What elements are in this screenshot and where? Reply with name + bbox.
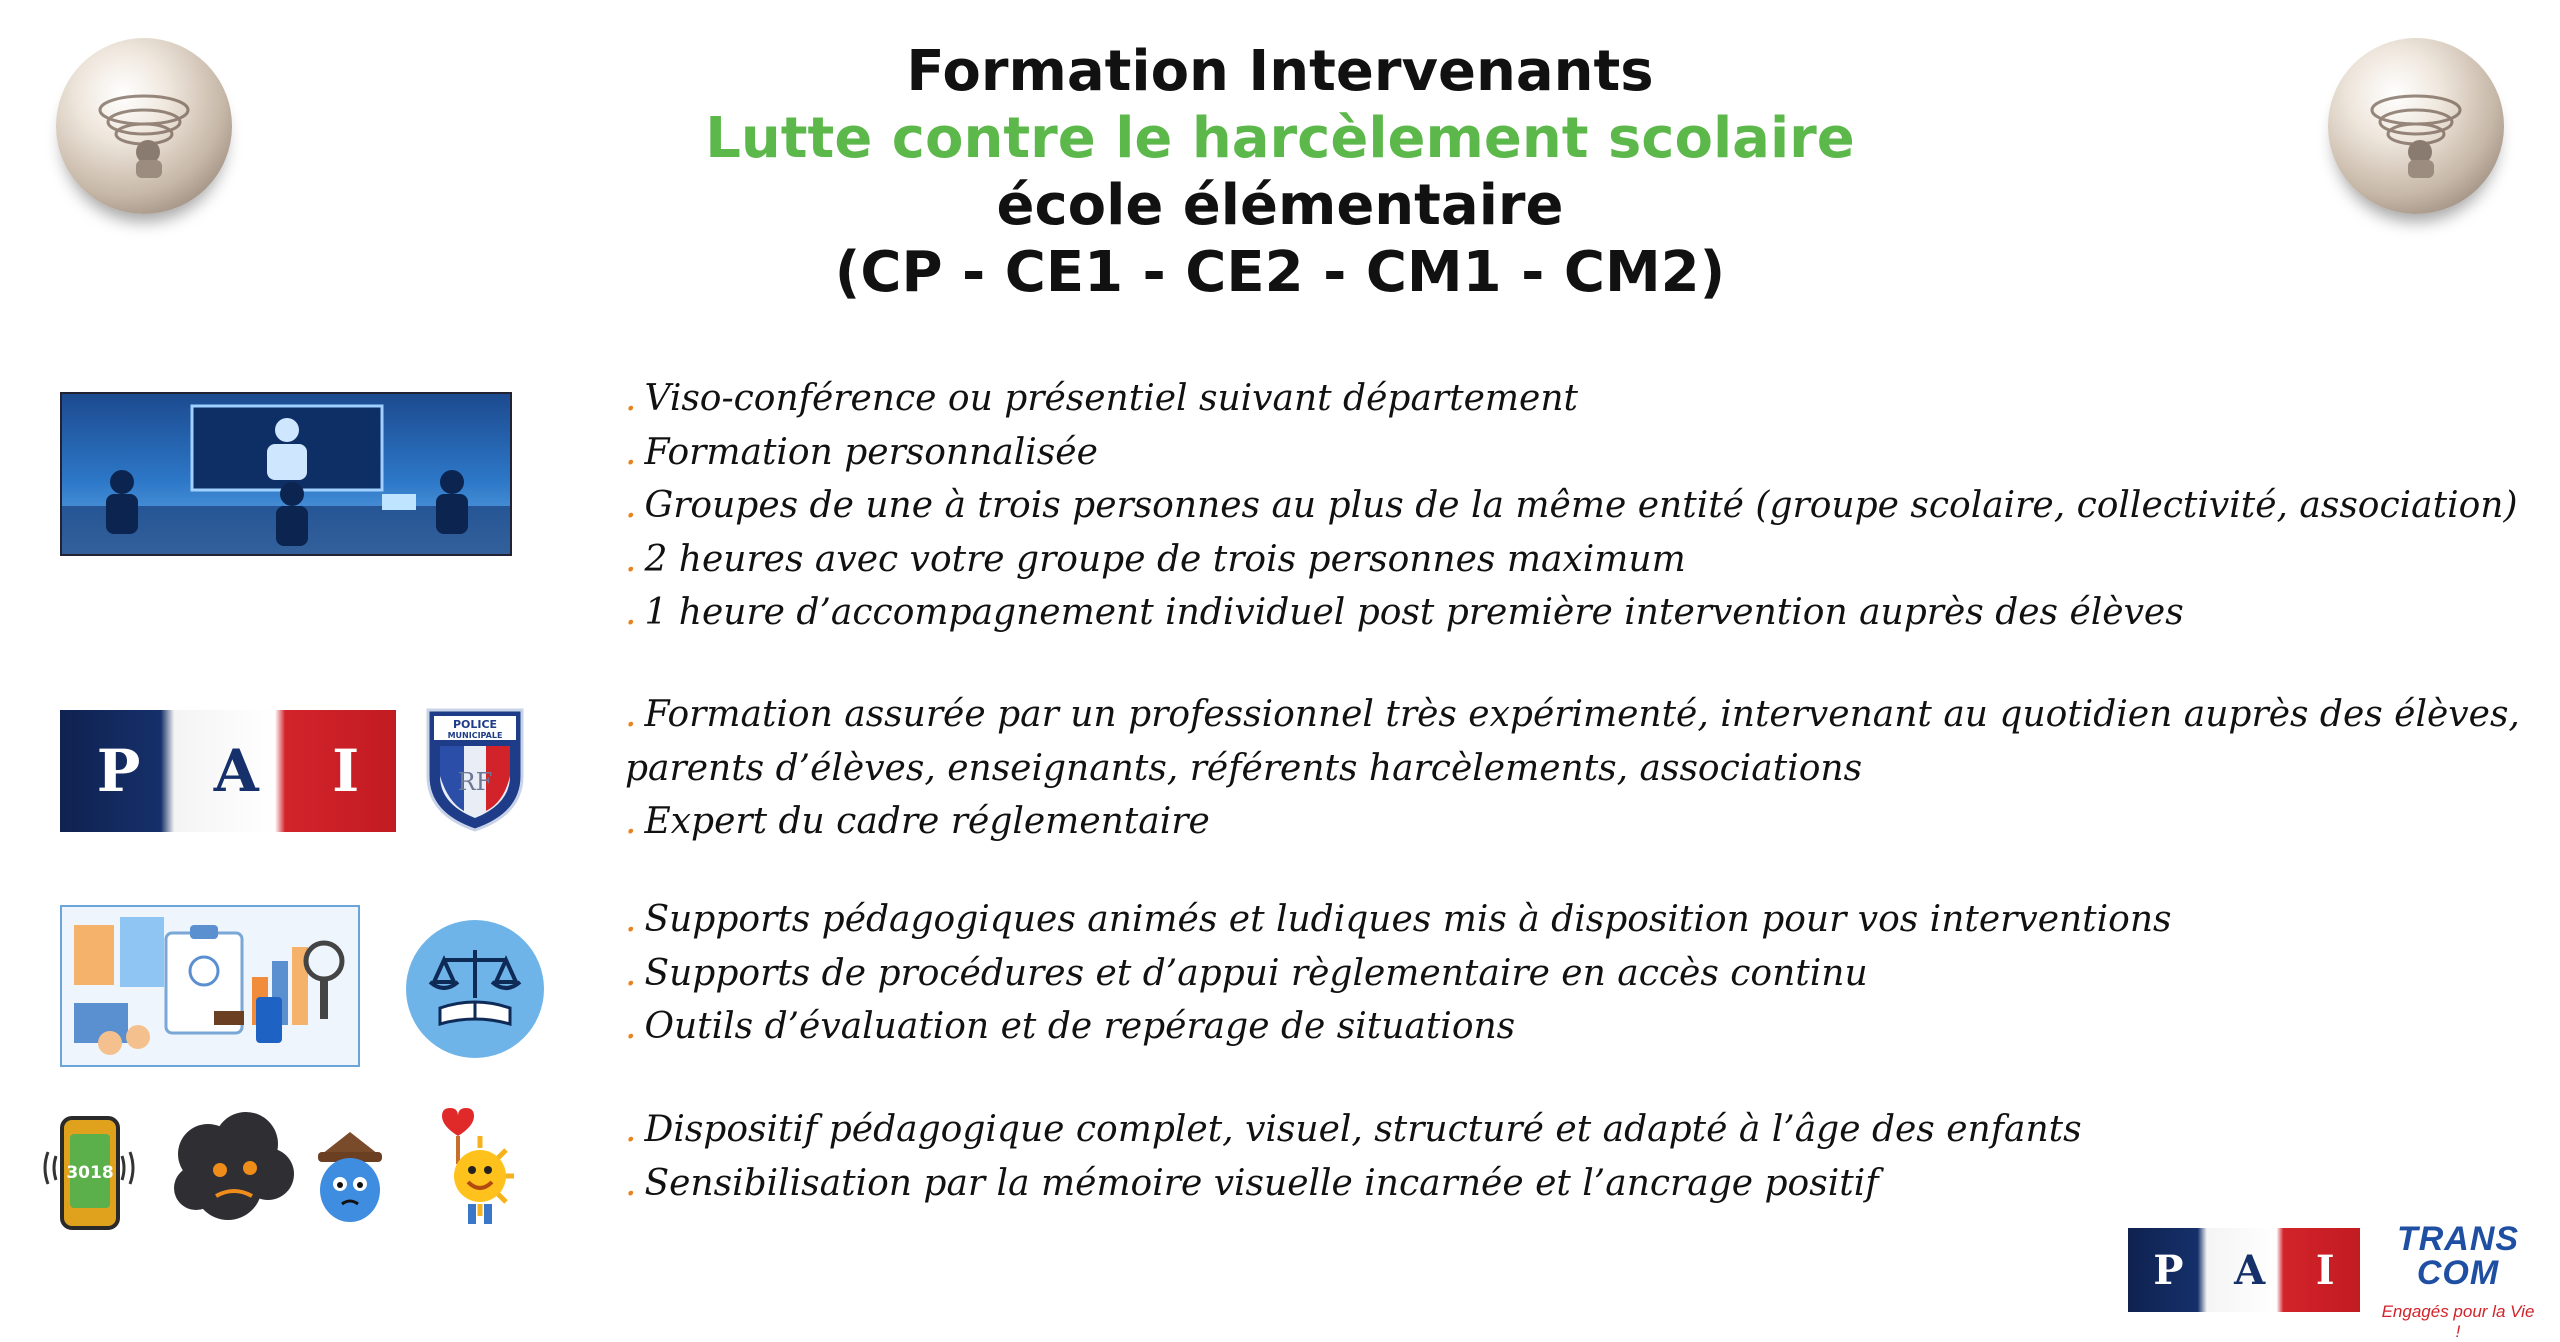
police-mark-text: RF (457, 768, 493, 796)
bullet-marker: . (625, 801, 637, 842)
pai-letter: I (332, 737, 360, 805)
phone-number-text: 3018 (66, 1163, 114, 1183)
police-sub-text: MUNICIPALE (447, 731, 503, 740)
list-item (625, 372, 2525, 426)
bullet-marker: . (625, 694, 637, 735)
transcom-tagline: Engagés pour la Vie ! (2381, 1302, 2535, 1341)
list-item-text: 1 heure d’accompagnement individuel post première intervention auprès des élèves (644, 592, 2184, 633)
list-item (625, 947, 2525, 1001)
bullet-marker: . (625, 592, 637, 633)
list-item (625, 1000, 2525, 1054)
list-item-text: Supports de procédures et d’appui règlementaire en accès continu (644, 952, 1868, 994)
pai-letter: A (213, 737, 259, 805)
pai-letter: A (2234, 1246, 2266, 1294)
list-item (625, 893, 2525, 947)
bullet-group-method (625, 1103, 2525, 1210)
phone-3018-icon (40, 1112, 138, 1232)
transcom-logo (2378, 1220, 2538, 1341)
bullet-group-resources (625, 893, 2525, 1054)
videoconference-image (60, 392, 512, 556)
list-item-text: 2 heures avec votre groupe de trois personnes maximum (644, 538, 1686, 580)
title-line: Formation Intervenants (906, 39, 1654, 104)
bullet-marker: . (625, 485, 637, 526)
list-item-text: Outils d’évaluation et de repérage de situations (644, 1006, 1516, 1047)
list-item-text: Groupes de une à trois personnes au plus de la même entité (groupe scolaire, collectivité, association) (644, 485, 2518, 526)
sun-character (418, 1108, 528, 1232)
list-item-text: Supports pédagogiques animés et ludiques mis à disposition pour vos interventions (644, 899, 2172, 940)
police-top-text: POLICE (452, 718, 498, 731)
list-item-text: Sensibilisation par la mémoire visuelle incarnée et l’ancrage positif (644, 1162, 1879, 1204)
pai-letter: P (96, 737, 141, 805)
bullet-marker: . (625, 899, 637, 940)
crystal-ball-icon (2328, 38, 2504, 214)
bullet-marker: . (625, 431, 637, 473)
list-item-text: Dispositif pédagogique complet, visuel, structuré et adapté à l’âge des enfants (644, 1109, 2082, 1150)
bullet-marker: . (625, 378, 637, 419)
school-level-line: école élémentaire (996, 173, 1564, 238)
list-item (625, 795, 2525, 849)
list-item (625, 1103, 2525, 1157)
subtitle-line: Lutte contre le harcèlement scolaire (705, 106, 1855, 171)
documents-illustration (60, 905, 360, 1067)
bullet-marker: . (625, 1162, 637, 1204)
bullet-marker: . (625, 952, 637, 994)
page-title (600, 38, 1960, 306)
list-item (625, 1157, 2525, 1211)
bullet-group-format (625, 372, 2525, 640)
list-item (625, 688, 2525, 795)
list-item (625, 533, 2525, 587)
list-item-text: Expert du cadre réglementaire (644, 801, 1210, 842)
bullet-marker: . (625, 1006, 637, 1047)
bullet-marker: . (625, 1109, 637, 1150)
transcom-name: TRANS COM (2396, 1220, 2520, 1292)
storm-cloud-character (168, 1104, 298, 1234)
bullet-marker: . (625, 538, 637, 580)
list-item (625, 586, 2525, 640)
pai-letter: I (2315, 1246, 2335, 1294)
pai-flag-logo (60, 710, 396, 832)
grades-line: (CP - CE1 - CE2 - CM1 - CM2) (834, 240, 1726, 305)
bullet-group-trainer (625, 688, 2525, 849)
list-item (625, 426, 2525, 480)
list-item-text: Formation personnalisée (644, 431, 1098, 473)
pai-letter: P (2153, 1246, 2184, 1294)
police-municipale-badge (424, 706, 526, 834)
list-item-text: Formation assurée par un professionnel très expérimenté, intervenant au quotidien auprès des élèves, parents d’élèves, enseignants, référents harcèlements, associations (625, 694, 2520, 789)
water-drop-character (308, 1124, 392, 1232)
list-item-text: Viso-conférence ou présentiel suivant département (644, 378, 1578, 419)
list-item (625, 479, 2525, 533)
pai-flag-logo-footer (2128, 1228, 2360, 1312)
crystal-ball-icon (56, 38, 232, 214)
justice-scales-icon (406, 920, 544, 1058)
